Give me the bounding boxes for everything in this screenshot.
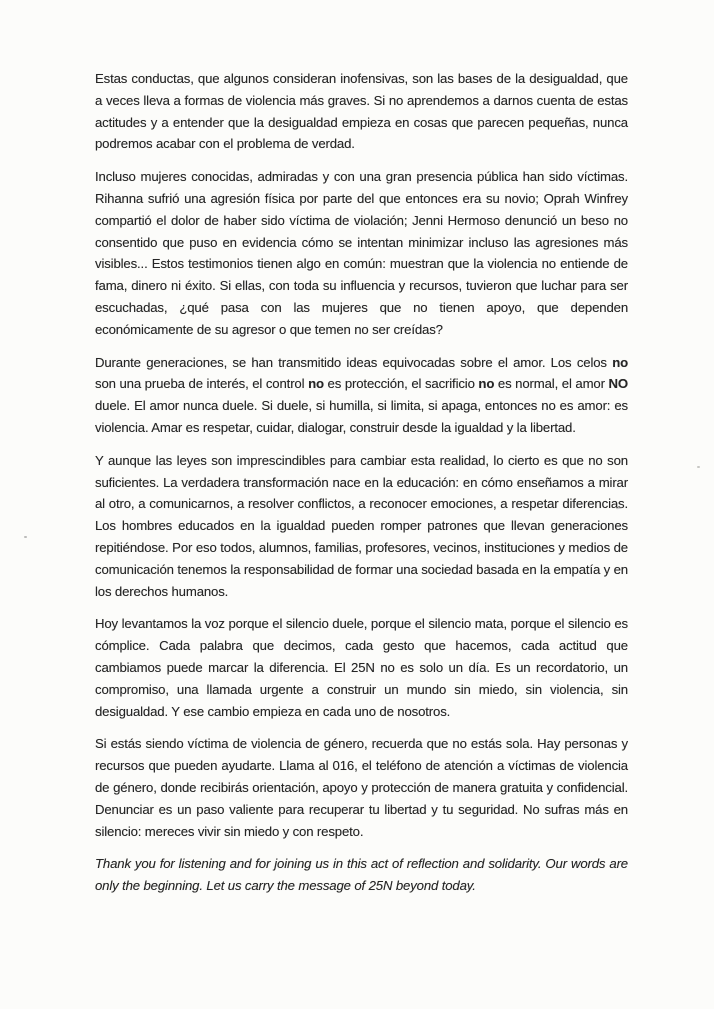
text-run: Y aunque las leyes son imprescindibles para cambiar esta realidad, lo cierto es que no son suficientes. La verdadera transformación nace en la educación: en cómo enseñamos a mirar al otro, a comunicarnos, a resolver conflictos, a reconocer emociones, a respetar diferencias. Los hombres educados en la igualdad pueden romper patrones que llevan generaciones repitiéndose. Por eso todos, alumnos, familias, profesores, vecinos, instituciones y medios de comunicación tenemos la responsabilidad de formar una sociedad basada en la empatía y en los derechos humanos.	[95, 452, 628, 599]
text-run: es protección, el sacrificio	[323, 376, 479, 392]
scan-speck	[697, 466, 700, 468]
document-body	[95, 68, 628, 908]
text-run: Thank you for listening and for joining us in this act of reflection and solidarity. Our words are only the beginning. Let us carry the message of 25N beyond today.	[95, 856, 628, 894]
text-run: Estas conductas, que algunos consideran inofensivas, son las bases de la desigualdad, que a veces lleva a formas de violencia más graves. Si no aprendemos a darnos cuenta de estas actitudes y a entender que la desigualdad empieza en cosas que parecen pequeñas, nunca podremos acabar con el problema de verdad.	[95, 71, 628, 152]
text-run: son una prueba de interés, el control	[95, 376, 309, 392]
text-run: Hoy levantamos la voz porque el silencio duele, porque el silencio mata, porque el silencio es cómplice. Cada palabra que decimos, cada gesto que hacemos, cada actitud que cambiamos puede marcar la diferencia. El 25N no es solo un día. Es un recordatorio, un compromiso, una llamada urgente a construir un mundo sin miedo, sin violencia, sin desigualdad. Y ese cambio empieza en cada uno de nosotros.	[95, 616, 628, 719]
scan-speck	[24, 536, 27, 538]
bold-text-run: no	[478, 376, 495, 392]
text-run: duele. El amor nunca duele. Si duele, si humilla, si limita, si apaga, entonces no es amor: es violencia. Amar es respetar, cuidar, dialogar, construir desde la igualdad y la libertad.	[95, 398, 628, 435]
text-run: es normal, el amor	[494, 376, 609, 392]
paragraph	[95, 450, 628, 603]
paragraph	[95, 853, 628, 897]
bold-text-run: no	[308, 376, 324, 392]
paragraph	[95, 613, 628, 722]
text-run: Durante generaciones, se han transmitido ideas equivocadas sobre el amor. Los celos	[95, 354, 613, 370]
paragraph	[95, 352, 628, 439]
bold-text-run: NO	[608, 376, 628, 392]
bold-text-run: no	[612, 354, 628, 370]
paragraph	[95, 68, 628, 155]
paragraph	[95, 166, 628, 340]
text-run: Si estás siendo víctima de violencia de género, recuerda que no estás sola. Hay personas y recursos que pueden ayudarte. Llama al 016, el teléfono de atención a víctimas de violencia de género, donde recibirás orientación, apoyo y protección de manera gratuita y confidencial. Denunciar es un paso valiente para recuperar tu libertad y tu seguridad. No sufras más en silencio: mereces vivir sin miedo y con respeto.	[95, 736, 628, 839]
paragraph	[95, 733, 628, 842]
text-run: Incluso mujeres conocidas, admiradas y con una gran presencia pública han sido víctimas. Rihanna sufrió una agresión física por parte del que entonces era su novio; Oprah Winfrey compartió el dolor de haber sido víctima de violación; Jenni Hermoso denunció un beso no consentido que puso en evidencia cómo se intentan minimizar incluso las agresiones más visibles... Estos testimonios tienen algo en común: muestran que la violencia no entiende de fama, dinero ni éxito. Si ellas, con toda su influencia y recursos, tuvieron que luchar para ser escuchadas, ¿qué pasa con las mujeres que no tienen apoyo, que dependen económicamente de su agresor o que temen no ser creídas?	[95, 169, 628, 337]
